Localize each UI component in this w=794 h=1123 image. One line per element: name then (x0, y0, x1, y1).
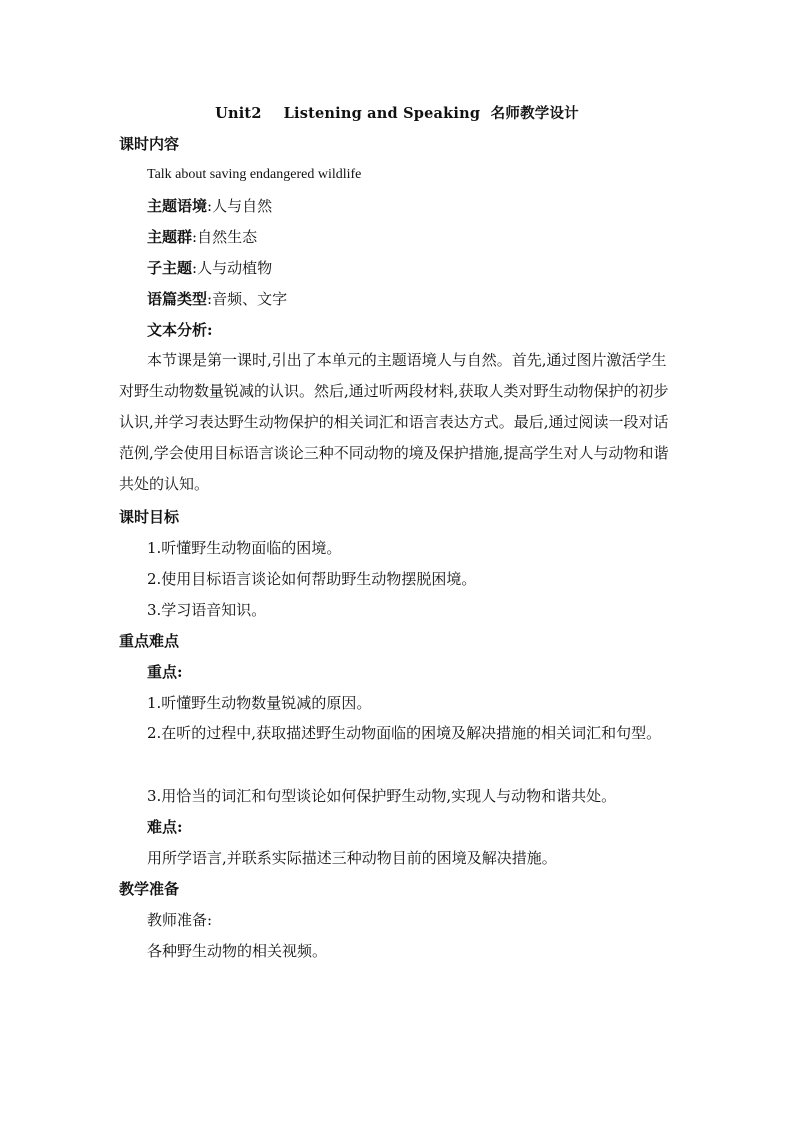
keypoint-2-text: 2.在听的过程中,获取描述野生动物面临的困境及解决措施的相关词汇和句型。 (147, 724, 662, 742)
sub-theme-line (147, 258, 272, 278)
section-heading-content: 课时内容 (119, 135, 180, 153)
difficult-body: 用所学语言,并联系实际描述三种动物目前的困境及解决措施。 (147, 849, 557, 867)
sub-theme-value: :人与动植物 (192, 259, 273, 277)
keypoint-item: 1.听懂野生动物数量锐减的原因。 (147, 694, 372, 712)
goal-item: 2.使用目标语言谈论如何帮助野生动物摆脱困境。 (147, 570, 477, 588)
sub-theme-label: 子主题 (147, 259, 193, 277)
teacher-prep-body: 各种野生动物的相关视频。 (147, 942, 328, 960)
section-heading-keypoints: 重点难点 (119, 632, 180, 650)
keypoints-label: 重点: (147, 663, 183, 681)
theme-group-label: 主题群 (147, 228, 193, 246)
text-type-label: 语篇类型 (147, 290, 208, 308)
difficult-label: 难点: (147, 818, 183, 836)
text-analysis-body: 本节课是第一课时,引出了本单元的主题语境人与自然。首先,通过图片激活学生对野生动物数量锐减的认识。然后,通过听两段材料,获取人类对野生动物保护的初步认识,并学习表达野生动物保护的相关词汇和语言表达方式。最后,通过阅读一段对话范例,学会使用目标语言谈论三种不同动物的境及保护措施,提高学生对人与动物和谐共处的认知。 (119, 351, 669, 493)
text-type-value: :音频、文字 (207, 290, 288, 308)
theme-group-line (147, 227, 257, 247)
text-type-line (147, 289, 287, 309)
theme-context-value: :人与自然 (207, 197, 273, 215)
teacher-prep-label: 教师准备: (147, 911, 213, 929)
theme-group-value: :自然生态 (192, 228, 258, 246)
section-heading-prep: 教学准备 (119, 880, 180, 898)
theme-context-label: 主题语境 (147, 197, 208, 215)
goal-item: 3.学习语音知识。 (147, 601, 267, 619)
keypoint-item: 3.用恰当的词汇和句型谈论如何保护野生动物,实现人与动物和谐共处。 (147, 787, 617, 805)
title-unit: Unit2 (215, 105, 262, 122)
title-topic: Listening and Speaking (283, 105, 481, 122)
talk-about-line: Talk about saving endangered wildlife (147, 167, 362, 182)
goal-item: 1.听懂野生动物面临的困境。 (147, 539, 342, 557)
page-title (0, 102, 794, 123)
keypoint-item-wrapped (119, 718, 681, 749)
title-suffix: 名师教学设计 (490, 105, 579, 122)
section-heading-goals: 课时目标 (119, 508, 180, 526)
theme-context-line (147, 196, 272, 216)
text-analysis-paragraph (119, 345, 681, 500)
text-analysis-label: 文本分析: (147, 321, 213, 339)
